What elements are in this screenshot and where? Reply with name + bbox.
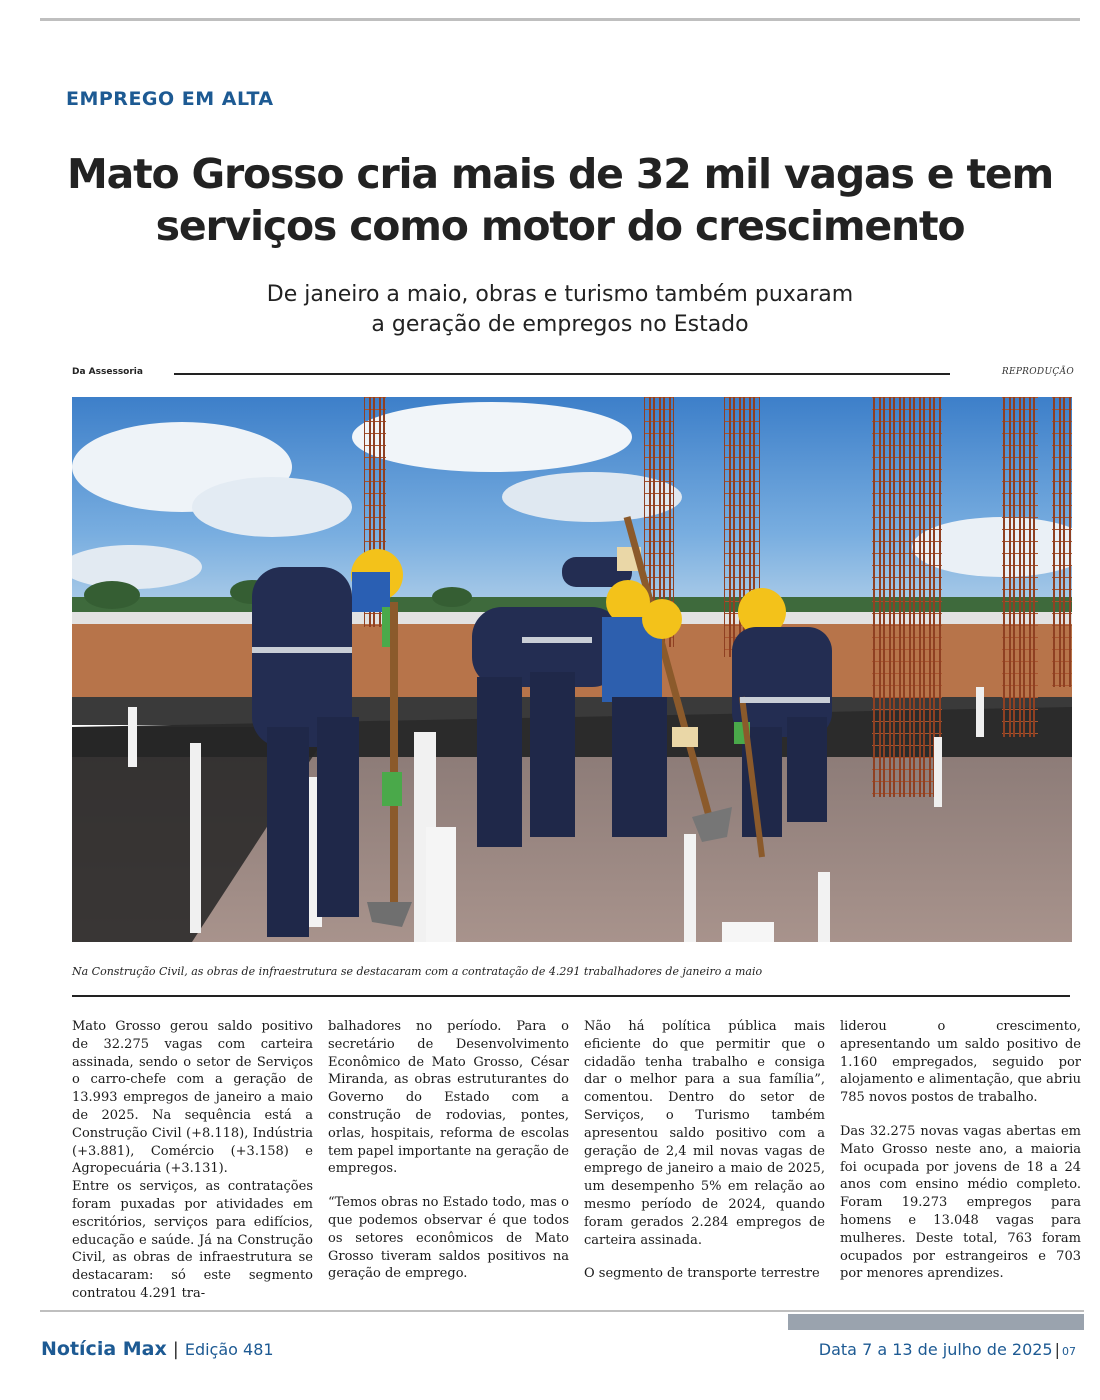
caption-rule bbox=[72, 995, 1070, 997]
subtitle-line-2: a geração de empregos no Estado bbox=[371, 312, 749, 337]
footer-separator: | bbox=[1054, 1340, 1060, 1359]
paragraph: O segmento de transporte terrestre bbox=[584, 1266, 820, 1282]
section-kicker: EMPREGO EM ALTA bbox=[66, 88, 274, 110]
photo-caption: Na Construção Civil, as obras de infraestrutura se destacaram com a contratação de 4.291 trabalhadores de janeiro a maio bbox=[72, 965, 763, 978]
top-rule bbox=[40, 18, 1080, 21]
paragraph: Entre os serviços, as contratações foram puxadas por atividades em escritórios, serviços para edifícios, educação e saúde. Já na Construção Civil, as obras de infraestrutura se destacaram: só este segmento contratou 4.291 tra- bbox=[72, 1179, 313, 1301]
headline-line-2: serviços como motor do crescimento bbox=[155, 202, 965, 250]
footer-bar bbox=[788, 1314, 1084, 1330]
article-headline bbox=[60, 148, 1060, 252]
subtitle-line-1: De janeiro a maio, obras e turismo também puxaram bbox=[266, 282, 854, 307]
footer-separator: | bbox=[172, 1339, 179, 1360]
footer-rule bbox=[40, 1310, 1084, 1312]
text-column-4 bbox=[840, 1018, 1081, 1319]
byline-rule bbox=[174, 373, 950, 375]
paragraph: balhadores no período. Para o secretário de Desenvolvimento Econômico de Mato Grosso, César Miranda, as obras estruturantes do Governo do Estado com a construção de rodovias, pontes, orlas, hospitais, reforma de escolas tem papel importante na geração de empregos. bbox=[328, 1019, 569, 1177]
text-column-2 bbox=[328, 1018, 569, 1319]
article-subtitle bbox=[150, 280, 970, 340]
paragraph: “Temos obras no Estado todo, mas o que podemos observar é que todos os setores econômicos de Mato Grosso tiveram saldos positivos na geração de emprego. bbox=[328, 1195, 569, 1282]
text-column-1 bbox=[72, 1018, 313, 1319]
publication-name: Notícia Max bbox=[41, 1338, 167, 1360]
issue-date: Data 7 a 13 de julho de 2025 bbox=[818, 1340, 1053, 1359]
article-photo bbox=[72, 397, 1072, 942]
article-body bbox=[72, 1018, 1082, 1319]
page-number: 07 bbox=[1062, 1345, 1076, 1358]
footer-date-page bbox=[819, 1340, 1076, 1359]
footer-publication bbox=[41, 1338, 274, 1360]
photo-credit: REPRODUÇÃO bbox=[1001, 367, 1074, 377]
paragraph: Mato Grosso gerou saldo positivo de 32.275 vagas com carteira assinada, sendo o setor de Serviços o carro-chefe com a geração de 13.993 empregos de janeiro a maio de 2025. Na sequência está a Construção Civil (+8.118), Indústria (+3.881), Comércio (+3.158) e Agropecuária (+3.131). bbox=[72, 1019, 313, 1177]
byline: Da Assessoria bbox=[72, 367, 143, 377]
paragraph: Não há política pública mais eficiente do que permitir que o cidadão tenha trabalho e consiga dar o melhor para a sua família”, comentou. Dentro do setor de Serviços, o Turismo também apresentou saldo positivo com a geração de 2,4 mil novas vagas de emprego de janeiro a maio de 2025, um desempenho 5% em relação ao mesmo período de 2024, quando foram gerados 2.284 empregos de carteira assinada. bbox=[584, 1019, 825, 1248]
paragraph: liderou o crescimento, apresentando um saldo positivo de 1.160 empregados, seguido por alojamento e alimentação, que abriu 785 novos postos de trabalho. bbox=[840, 1019, 1081, 1106]
construction-workers-photo bbox=[72, 397, 1072, 942]
edition-number: Edição 481 bbox=[184, 1340, 274, 1359]
paragraph: Das 32.275 novas vagas abertas em Mato Grosso neste ano, a maioria foi ocupada por jovens de 18 a 24 anos com ensino médio completo. Foram 19.273 empregos para homens e 13.048 vagas para mulheres. Deste total, 763 foram ocupados por estrangeiros e 703 por menores aprendizes. bbox=[840, 1123, 1081, 1282]
headline-line-1: Mato Grosso cria mais de 32 mil vagas e tem bbox=[67, 150, 1053, 198]
text-column-3 bbox=[584, 1018, 825, 1319]
